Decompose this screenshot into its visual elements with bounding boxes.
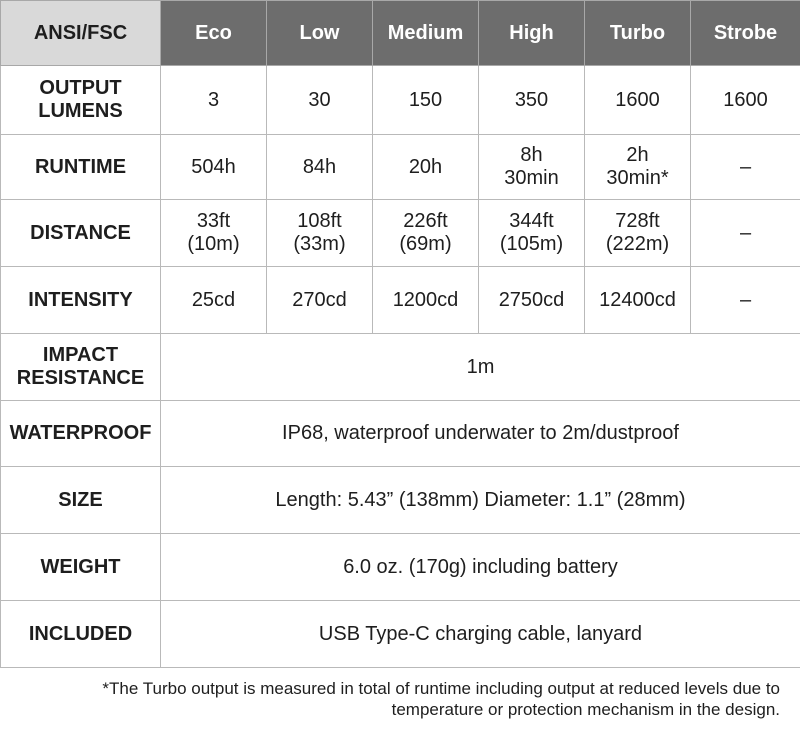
distance-turbo: 728ft (222m) — [585, 200, 691, 267]
row-label-included: INCLUDED — [1, 601, 161, 668]
output-row — [1, 66, 800, 135]
distance-strobe: – — [691, 200, 800, 267]
header-mode-low: Low — [267, 1, 373, 66]
impact-value: 1m — [161, 334, 800, 401]
included-row — [1, 601, 800, 668]
header-mode-strobe: Strobe — [691, 1, 800, 66]
header-corner-cell: ANSI/FSC — [1, 1, 161, 66]
row-label-size: SIZE — [1, 467, 161, 534]
output-low: 30 — [267, 66, 373, 135]
header-mode-eco: Eco — [161, 1, 267, 66]
header-mode-high: High — [479, 1, 585, 66]
output-medium: 150 — [373, 66, 479, 135]
turbo-footnote: *The Turbo output is measured in total of runtime including output at reduced levels due to temperature or protection mechanism in the design. — [102, 679, 780, 719]
runtime-medium: 20h — [373, 135, 479, 200]
row-label-waterproof: WATERPROOF — [1, 401, 161, 467]
distance-high: 344ft (105m) — [479, 200, 585, 267]
runtime-strobe: – — [691, 135, 800, 200]
impact-row — [1, 334, 800, 401]
row-label-weight: WEIGHT — [1, 534, 161, 601]
weight-row — [1, 534, 800, 601]
intensity-medium: 1200cd — [373, 267, 479, 334]
waterproof-value: IP68, waterproof underwater to 2m/dustproof — [161, 401, 800, 467]
output-eco: 3 — [161, 66, 267, 135]
distance-row — [1, 200, 800, 267]
intensity-turbo: 12400cd — [585, 267, 691, 334]
intensity-row — [1, 267, 800, 334]
header-row — [1, 1, 800, 66]
header-mode-turbo: Turbo — [585, 1, 691, 66]
runtime-low: 84h — [267, 135, 373, 200]
intensity-strobe: – — [691, 267, 800, 334]
runtime-high: 8h 30min — [479, 135, 585, 200]
intensity-low: 270cd — [267, 267, 373, 334]
waterproof-row — [1, 401, 800, 467]
distance-medium: 226ft (69m) — [373, 200, 479, 267]
row-label-distance: DISTANCE — [1, 200, 161, 267]
row-label-runtime: RUNTIME — [1, 135, 161, 200]
row-label-impact: IMPACT RESISTANCE — [1, 334, 161, 401]
intensity-high: 2750cd — [479, 267, 585, 334]
output-strobe: 1600 — [691, 66, 800, 135]
row-label-intensity: INTENSITY — [1, 267, 161, 334]
distance-eco: 33ft (10m) — [161, 200, 267, 267]
distance-low: 108ft (33m) — [267, 200, 373, 267]
size-value: Length: 5.43” (138mm) Diameter: 1.1” (28mm) — [161, 467, 800, 534]
weight-value: 6.0 oz. (170g) including battery — [161, 534, 800, 601]
size-row — [1, 467, 800, 534]
output-high: 350 — [479, 66, 585, 135]
output-turbo: 1600 — [585, 66, 691, 135]
header-mode-medium: Medium — [373, 1, 479, 66]
included-value: USB Type-C charging cable, lanyard — [161, 601, 800, 668]
intensity-eco: 25cd — [161, 267, 267, 334]
runtime-row — [1, 135, 800, 200]
runtime-turbo: 2h 30min* — [585, 135, 691, 200]
runtime-eco: 504h — [161, 135, 267, 200]
row-label-output: OUTPUT LUMENS — [1, 66, 161, 135]
